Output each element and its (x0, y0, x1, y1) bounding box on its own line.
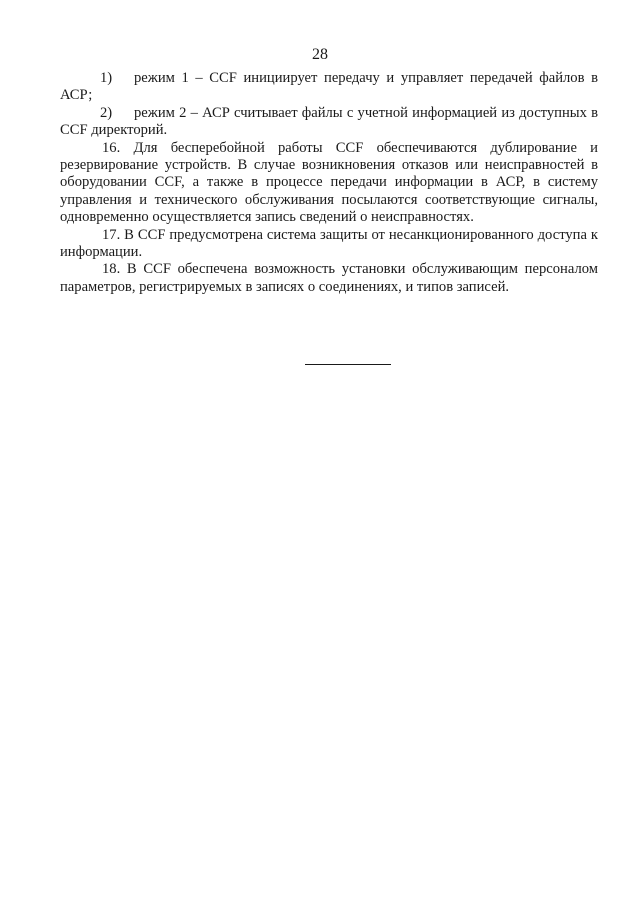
document-body (60, 70, 598, 296)
list-item-1 (60, 70, 598, 105)
paragraph-16: 16. Для бесперебойной работы CCF обеспечиваются дублирование и резервирование устройств. В случае возникновения отказов или неисправностей в оборудовании CCF, а также в процессе передачи информации в АСР, в систему управления и технического обслуживания посылаются соответствующие сигналы, одновременно осуществляется запись сведений о неисправностях. (60, 139, 598, 226)
paragraph-17: 17. В CCF предусмотрена система защиты от несанкционированного доступа к информации. (60, 226, 598, 261)
list-item-number: 1) (100, 70, 113, 86)
paragraph-18: 18. В CCF обеспечена возможность установки обслуживающим персоналом параметров, регистрируемых в записях о соединениях, и типов записей. (60, 261, 598, 295)
list-item-number: 2) (100, 104, 113, 121)
list-item-text: режим 2 – АСР считывает файлы с учетной информацией из доступных в CCF директорий. (60, 104, 598, 139)
page-number: 28 (312, 46, 328, 63)
end-divider (305, 364, 391, 365)
list-item-2 (60, 105, 598, 140)
list-item-text: режим 1 – CCF инициирует передачу и управляет передачей файлов в АСР; (60, 70, 598, 104)
